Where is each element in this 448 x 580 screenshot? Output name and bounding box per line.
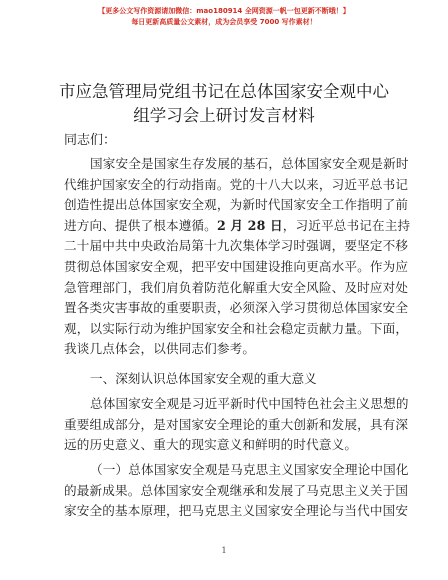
- paragraph-line: 代维护国家安全的行动指南。党的十八大以来，习近平总书记: [64, 176, 409, 192]
- paragraph-line: 贯彻总体国家安全观，把平安中国建设推向更高水平。作为应: [64, 258, 409, 274]
- document-title: [40, 80, 408, 128]
- paragraph-line-segment: ，习近平总书记在主持: [282, 217, 411, 233]
- promo-banner-line-2: 每日更新高质量公文素材，成为会员享受 7000 写作素材！: [131, 18, 317, 26]
- document-title-line-2: 组学习会上研讨发言材料: [133, 106, 315, 125]
- paragraph-line: 总体国家安全观是习近平新时代中国特色社会主义思想的: [90, 396, 409, 411]
- paragraph-line: 国家安全是国家生存发展的基石，总体国家安全观是新时: [90, 156, 409, 171]
- paragraph-line: 急管理部门，我们肩负着防范化解重大安全风险、及时应对处: [64, 279, 409, 295]
- paragraph-line: 创造性提出总体国家安全观，为新时代国家安全工作指明了前: [64, 197, 409, 213]
- promo-banner-line-1: 【更多公文写作资源请加微信：mao180914 全网资源一帆一包更新不断哦！】: [98, 7, 350, 15]
- document-title-line-1: 市应急管理局党组书记在总体国家安全观中心: [59, 82, 389, 101]
- section-heading-1: 一、深刻认识总体国家安全观的重大意义: [90, 371, 317, 386]
- paragraph-line: 家安全的基本原理，把马克思主义国家安全理论与当代中国安: [64, 503, 409, 519]
- paragraph-intro: [64, 154, 411, 360]
- paragraph-line: 的最新成果。总体国家安全观继承和发展了马克思主义关于国: [64, 482, 409, 498]
- paragraph-subsection-1: [64, 460, 409, 522]
- paragraph-line: （一）总体国家安全观是马克思主义国家安全理论中国化: [90, 462, 409, 477]
- salutation: 同志们：: [64, 133, 117, 148]
- promo-banner: [0, 6, 448, 28]
- paragraph-line: 我谈几点体会，以供同志们参考。: [64, 341, 256, 357]
- paragraph-line: 重要组成部分，是对国家安全理论的重大创新和发展，具有深: [64, 416, 409, 432]
- paragraph-line: [64, 216, 411, 237]
- date-text: 2 月 28 日: [216, 217, 283, 233]
- page-number: 1: [221, 546, 227, 555]
- paragraph-line: 二十届中共中央政治局第十九次集体学习时强调，要坚定不移: [64, 238, 409, 254]
- paragraph-line-segment: 进方向、提供了根本遵循。: [64, 217, 217, 233]
- paragraph-line: 置各类灾害事故的重要职责，必须深入学习贯彻总体国家安全: [64, 300, 409, 316]
- paragraph-line: 远的历史意义、重大的现实意义和鲜明的时代意义。: [64, 437, 358, 453]
- paragraph-significance: [64, 394, 409, 456]
- paragraph-line: 观，以实际行动为维护国家安全和社会稳定贡献力量。下面，: [64, 320, 409, 336]
